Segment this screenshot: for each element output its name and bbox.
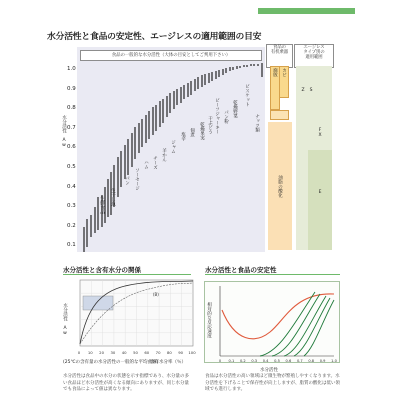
moisture-x-tick: 100 [188, 350, 196, 355]
food-label: ビーフジャーキー [214, 98, 220, 134]
stability-label-mold: カビ [281, 68, 287, 77]
moisture-x-tick: 80 [166, 350, 172, 355]
ageless-label-fx: FX [317, 128, 323, 138]
stability-x-tick: 0.5 [274, 359, 280, 363]
food-label: ジャム [170, 140, 176, 154]
main-y-tick: 0.7 [67, 124, 76, 131]
main-y-axis-label: 水分活性 Aw [61, 115, 67, 148]
ageless-column-header [294, 44, 334, 68]
stability-x-label: 水分活性 [260, 368, 278, 373]
moisture-x-tick: 50 [133, 350, 138, 355]
food-label: 羊かん [161, 148, 167, 162]
food-label: ビスケット [244, 84, 250, 107]
stability-x-tick: 0.7 [296, 359, 303, 363]
food-label: 塩辛 [180, 132, 186, 141]
top-accent-bar [258, 8, 355, 14]
food-label: 乾燥果実 [199, 122, 205, 140]
page-title: 水分活性と食品の安定性、エージレスの適用範囲の目安 [47, 32, 262, 42]
moisture-note: (25℃の含有量の水分活性の一般的な平均曲線) [63, 360, 159, 365]
stability-x-tick: 0 [218, 359, 222, 363]
moisture-highlight-band [83, 296, 113, 310]
food-label: パン粉 [223, 110, 229, 124]
stability-label-oxidation: 油脂の酸化 [277, 175, 283, 198]
stability-x-tick: 1.0 [331, 359, 337, 363]
stability-title-underline [205, 274, 340, 275]
moisture-y-label: 水分活性 Aw [62, 303, 68, 336]
moisture-x-tick: 0 [77, 350, 81, 355]
main-y-tick: 0.5 [67, 164, 76, 170]
curve-mold [284, 296, 326, 356]
main-y-tick: 0.3 [67, 203, 76, 210]
main-y-tick: 1.0 [67, 66, 76, 72]
stability-section-title: 水分活性と食品の安定性 [205, 266, 277, 274]
ageless-label-e: E [317, 190, 323, 195]
curve-lipid-oxidation [222, 294, 334, 339]
stability-x-tick: 0.4 [262, 359, 269, 363]
ageless-band-e [308, 150, 332, 250]
stability-x-tick: 0.3 [251, 359, 258, 363]
food-label: ナッツ類 [254, 114, 260, 132]
moisture-x-tick: 20 [99, 350, 105, 355]
main-y-tick: 0.1 [67, 242, 76, 249]
stability-y-label: 相対的な反応速度 [206, 302, 212, 338]
moisture-x-tick: 70 [155, 350, 161, 355]
stability-x-tick: 0.6 [285, 359, 292, 363]
main-y-tick: 0.8 [67, 105, 76, 112]
food-label: パン [124, 176, 130, 185]
main-chart-header: 食品の一般的な水分活性（大体の目安としてご判用下さい） [80, 50, 262, 61]
moisture-x-tick: 10 [87, 350, 93, 355]
main-y-tick: 0.6 [67, 144, 76, 151]
stability-column-header [266, 44, 293, 68]
moisture-x-tick: 90 [178, 350, 184, 355]
stability-column-header-text: 食品の 有机乗器 [270, 45, 289, 56]
moisture-legend-tag: (B) [153, 292, 159, 297]
main-y-tick: 0.4 [67, 183, 76, 190]
food-label: 佃煮 [189, 128, 195, 137]
stability-x-tick: 0.9 [319, 359, 326, 363]
ageless-column-header-text: エージレス タイプ別の 適用範囲 [303, 45, 325, 61]
main-y-tick: 0.9 [67, 85, 76, 92]
food-label: 生干し魚 [110, 188, 116, 206]
moisture-x-tick: 60 [144, 350, 150, 355]
food-label: 乾燥野菜 [232, 100, 238, 118]
ageless-label-s: S [308, 88, 314, 93]
food-label: チーズ [152, 156, 158, 170]
stability-x-tick: 0.2 [239, 359, 246, 363]
stability-x-tick: 0.1 [228, 359, 235, 363]
moisture-x-tick: 30 [110, 350, 116, 355]
food-label: ソーセージ [134, 168, 140, 191]
moisture-chart [65, 278, 195, 358]
stability-bar-micro [270, 110, 289, 120]
food-label: 干ぶどう [207, 116, 213, 134]
curve-enzyme [260, 292, 315, 356]
moisture-x-label: 含有水分率（％） [150, 360, 186, 365]
main-y-tick: 0.2 [67, 222, 76, 229]
caption-left: 水分活性は食品中の水分の状態を示す指標であり、水分量の多い食品ほど水分活性が高くなる傾向にありますが、同じ水分量でも食品によって値は異なります。 [63, 374, 189, 393]
caption-right: 食品は水分活性の高い領域ほど微生物が繁殖しやすくなります。水分活性を下げることで保存性が向上しますが、脂質の酸化は低い領域でも進行します。 [205, 374, 340, 393]
food-label: 生鮮食品 [99, 196, 105, 214]
moisture-section-title: 水分活性と含有水分の関係 [63, 266, 141, 274]
food-label: ハム [143, 160, 149, 169]
stability-x-tick: 0.8 [308, 359, 315, 363]
stability-label-rot: 腐敗 [272, 68, 278, 77]
stability-chart [210, 282, 336, 362]
moisture-title-underline [63, 274, 191, 275]
ageless-label-z: Z [300, 88, 306, 93]
moisture-x-tick: 40 [121, 350, 127, 355]
